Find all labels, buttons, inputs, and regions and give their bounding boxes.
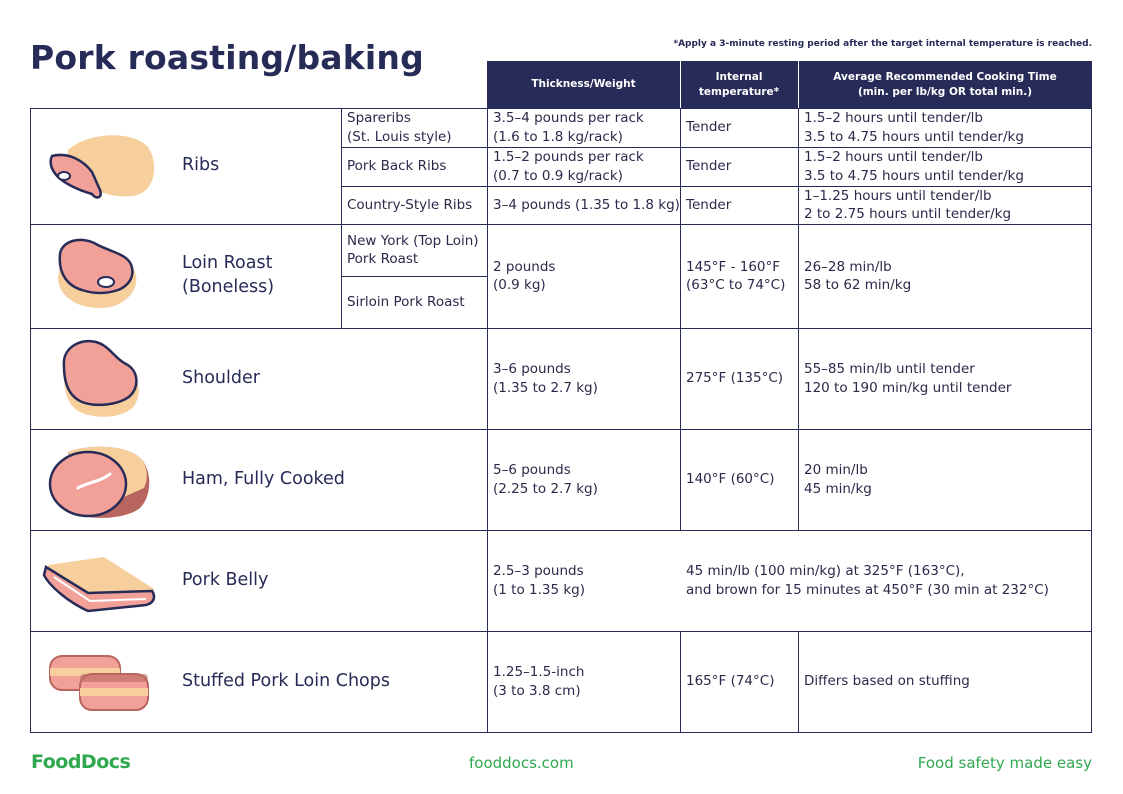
ribs-sub-3-temp: Tender [686,196,732,213]
ham-weight: 5–6 pounds (2.25 to 2.7 kg) [493,462,598,497]
row-chops-label: Stuffed Pork Loin Chops [182,670,390,691]
page-title: Pork roasting/baking [30,38,424,77]
fooddocs-logo: FoodDocs [31,751,131,773]
row-loin-label: Loin Roast (Boneless) [182,253,275,297]
loin-sub-1-name: New York (Top Loin) Pork Roast [347,232,479,267]
pork-belly-icon [40,553,158,615]
ribs-sub-2-time: 1.5–2 hours until tender/lb 3.5 to 4.75 hours until tender/kg [804,149,1024,184]
loin-time: 26–28 min/lb 58 to 62 min/kg [804,258,912,293]
ham-temp: 140°F (60°C) [686,471,775,488]
shoulder-weight: 3–6 pounds (1.35 to 2.7 kg) [493,361,598,396]
chops-weight: 1.25–1.5-inch (3 to 3.8 cm) [493,664,585,699]
ribs-sub-2-name: Pork Back Ribs [347,158,447,175]
ribs-sub-2-weight: 1.5–2 pounds per rack (0.7 to 0.9 kg/rack) [493,149,644,184]
resting-note: *Apply a 3-minute resting period after the target internal temperature is reached. [673,39,1092,49]
shoulder-icon [58,336,148,422]
ribs-sub-1-time: 1.5–2 hours until tender/lb 3.5 to 4.75 hours until tender/kg [804,110,1024,145]
header-temperature: Internal temperature* [680,61,798,108]
ribs-sub-3-name: Country-Style Ribs [347,196,473,213]
loin-roast-icon [54,234,144,318]
ribs-sub-2-temp: Tender [686,158,732,175]
ribs-sub-1-temp: Tender [686,119,732,136]
row-ribs-label: Ribs [182,155,220,176]
shoulder-temp: 275°F (135°C) [686,370,784,387]
row-shoulder-label: Shoulder [182,367,260,388]
footer-website-link[interactable]: fooddocs.com [469,754,574,772]
row-ham-label: Ham, Fully Cooked [182,468,345,489]
ribs-sub-3-time: 1–1.25 hours until tender/lb 2 to 2.75 hours until tender/kg [804,187,1012,222]
table-header [487,61,1092,108]
belly-temp-time: 45 min/lb (100 min/kg) at 325°F (163°C), and brown for 15 minutes at 450°F (30 min at 232°C) [686,563,1049,598]
shoulder-time: 55–85 min/lb until tender 120 to 190 min/kg until tender [804,361,1012,396]
ribs-icon [48,132,158,202]
ribs-sub-1-name: Spareribs (St. Louis style) [347,110,452,145]
ham-time: 20 min/lb 45 min/kg [804,462,872,497]
belly-weight: 2.5–3 pounds (1 to 1.35 kg) [493,563,585,598]
loin-sub-2-name: Sirloin Pork Roast [347,293,465,310]
chops-time: Differs based on stuffing [804,673,970,690]
loin-temp: 145°F - 160°F (63°C to 74°C) [686,258,786,293]
footer-tagline: Food safety made easy [917,754,1092,772]
header-time: Average Recommended Cooking Time (min. per lb/kg OR total min.) [798,61,1092,108]
chops-temp: 165°F (74°C) [686,673,775,690]
row-belly-label: Pork Belly [182,569,269,590]
loin-weight: 2 pounds (0.9 kg) [493,258,556,293]
ham-icon [48,444,152,520]
ribs-sub-1-weight: 3.5–4 pounds per rack (1.6 to 1.8 kg/rack) [493,110,644,145]
stuffed-chops-icon [46,650,152,716]
header-thickness: Thickness/Weight [487,61,680,108]
ribs-sub-3-weight: 3–4 pounds (1.35 to 1.8 kg) [493,196,680,213]
